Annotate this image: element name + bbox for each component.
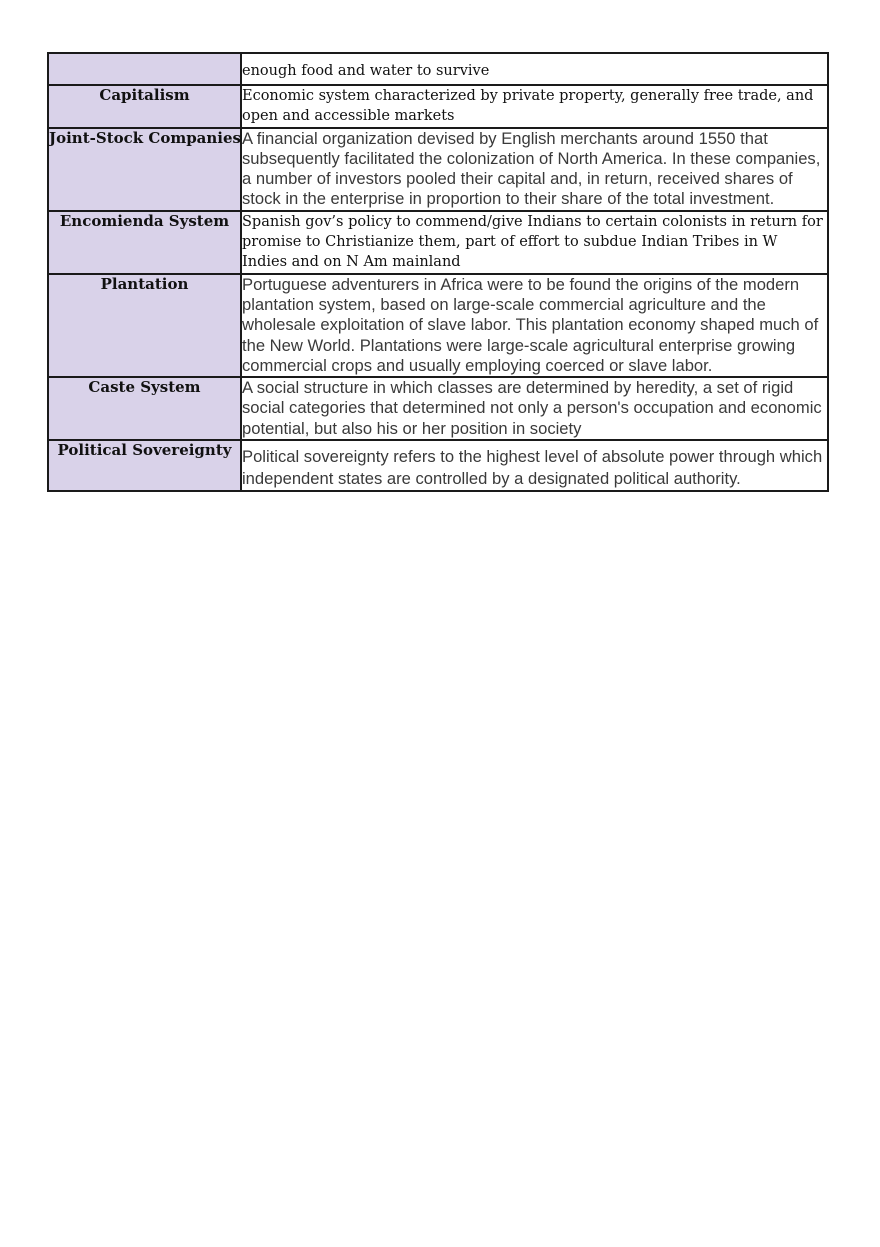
definition-cell: Spanish gov’s policy to commend/give Indians to certain colonists in return for promise to Christianize them, part of effort to subdue Indian Tribes in W Indies and on N Am mainland [241,211,828,274]
term-cell [48,53,241,85]
term-cell: Capitalism [48,85,241,128]
table-row [48,53,828,85]
definition-cell: Economic system characterized by private property, generally free trade, and open and accessible markets [241,85,828,128]
term-cell: Joint-Stock Companies [48,128,241,211]
definition-cell: Portuguese adventurers in Africa were to be found the origins of the modern plantation system, based on large-scale commercial agriculture and the wholesale exploitation of slave labor. This plantation economy shaped much of the New World. Plantations were large-scale agricultural enterprise growing commercial crops and usually employing coerced or slave labor. [241,274,828,377]
term-cell: Political Sovereignty [48,440,241,491]
table-row [48,85,828,128]
term-cell: Caste System [48,377,241,440]
definition-cell: enough food and water to survive [241,53,828,85]
definition-cell: Political sovereignty refers to the highest level of absolute power through which independent states are controlled by a designated political authority. [241,440,828,491]
definition-cell: A social structure in which classes are determined by heredity, a set of rigid social categories that determined not only a person's occupation and economic potential, but also his or her position in society [241,377,828,440]
term-cell: Encomienda System [48,211,241,274]
vocabulary-table [47,52,829,492]
table-row [48,377,828,440]
term-cell: Plantation [48,274,241,377]
definition-cell: A financial organization devised by English merchants around 1550 that subsequently facilitated the colonization of North America. In these companies, a number of investors pooled their capital and, in return, received shares of stock in the enterprise in proportion to their share of the total investment. [241,128,828,211]
table-row [48,128,828,211]
table-row [48,440,828,491]
table-row [48,274,828,377]
table-row [48,211,828,274]
